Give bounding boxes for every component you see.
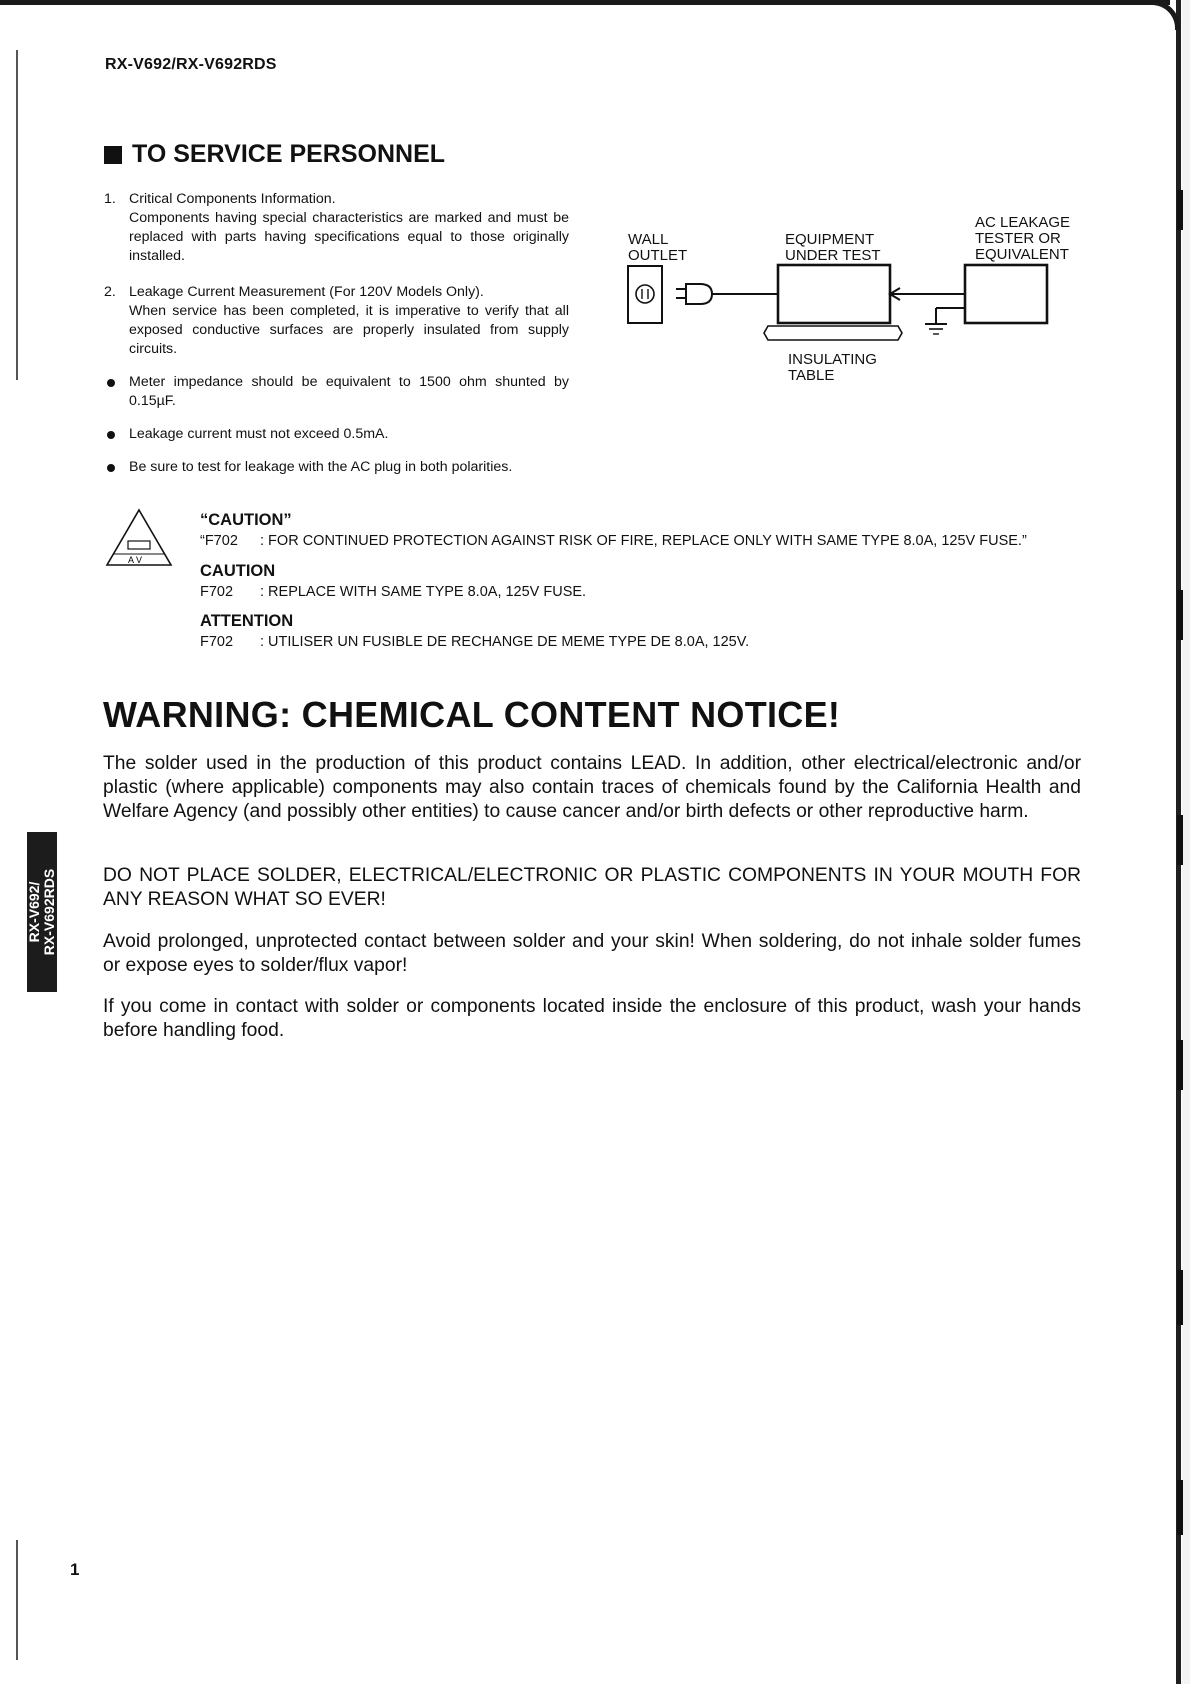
equipment-label: EQUIPMENT UNDER TEST: [785, 231, 881, 264]
section-title-text: TO SERVICE PERSONNEL: [132, 140, 446, 168]
leakage-diagram: [620, 200, 1090, 390]
plug-icon: [686, 284, 712, 304]
bullet-item: [104, 425, 566, 445]
caution-text: : REPLACE WITH SAME TYPE 8.0A, 125V FUSE.: [260, 584, 587, 600]
tester-box: [965, 265, 1047, 323]
item-heading: Critical Components Information.: [129, 191, 336, 207]
bullet-icon: [107, 464, 115, 472]
attention-line: [200, 634, 1100, 650]
caution-quoted-line: [200, 533, 1100, 549]
item-heading: Leakage Current Measurement (For 120V Models Only).: [129, 284, 484, 300]
warning-paragraph-1: The solder used in the production of this product contains LEAD. In addition, other electrical/electronic and/or plastic (where applicable) components may also contain traces of chemicals found by the California Health and Welfare Agency (and possibly other entities) to cause cancer and/or birth defects or other reproductive harm.: [103, 753, 1081, 822]
caution-quoted-heading: “CAUTION”: [200, 511, 292, 529]
side-tab: [27, 832, 57, 992]
warning-paragraph-2: DO NOT PLACE SOLDER, ELECTRICAL/ELECTRONIC OR PLASTIC COMPONENTS IN YOUR MOUTH FOR ANY REASON WHAT SO EVER!: [103, 865, 1081, 910]
fuse-code: F702: [200, 584, 234, 600]
caution-line: [200, 584, 1100, 600]
warning-triangle-icon: [104, 507, 174, 569]
insulating-table-shape: [764, 326, 902, 340]
item-body: Components having special characteristics are marked and must be replaced with parts having specifications equal to those originally installed.: [129, 210, 569, 264]
attention-text: : UTILISER UN FUSIBLE DE RECHANGE DE MEME TYPE DE 8.0A, 125V.: [260, 634, 750, 650]
tester-label: AC LEAKAGE TESTER OR EQUIVALENT: [975, 214, 1071, 263]
side-tab-line-2: RX-V692RDS: [41, 868, 57, 956]
triangle-symbol-text: A V: [128, 555, 143, 565]
warning-paragraph-3: Avoid prolonged, unprotected contact between solder and your skin! When soldering, do not inhale solder fumes or expose eyes to solder/flux vapor!: [103, 931, 1081, 976]
fuse-code: “F702: [200, 533, 238, 549]
bullet-text: Be sure to test for leakage with the AC plug in both polarities.: [129, 459, 513, 475]
side-tab-line-1: RX-V692/: [26, 881, 42, 943]
list-item: [104, 190, 569, 270]
diagram-drawing: [620, 200, 1090, 350]
item-body: When service has been completed, it is imperative to verify that all exposed conductive surfaces are properly insulated from supply circuits.: [129, 303, 569, 357]
bullet-item: [104, 373, 569, 413]
outlet-socket-icon: [636, 285, 654, 303]
bullet-text: Meter impedance should be equivalent to 1500 ohm shunted by 0.15µF.: [129, 374, 569, 409]
left-scan-edge: [16, 50, 18, 380]
right-edge-shadow: [1182, 0, 1190, 1684]
wall-outlet-shape: [628, 266, 662, 323]
list-item: [104, 283, 569, 363]
top-border: [0, 0, 1170, 5]
bullet-item: [104, 458, 566, 498]
bullet-text: Leakage current must not exceed 0.5mA.: [129, 426, 389, 442]
item-number: 2.: [104, 284, 116, 300]
bullet-icon: [107, 431, 115, 439]
warning-paragraph-4: If you come in contact with solder or components located inside the enclosure of this product, wash your hands before handling food.: [103, 996, 1081, 1041]
page-number: 1: [70, 1560, 80, 1579]
caution-heading: CAUTION: [200, 562, 276, 580]
bullet-icon: [107, 379, 115, 387]
model-header: RX-V692/RX-V692RDS: [105, 56, 277, 73]
fuse-code: F702: [200, 634, 234, 650]
left-scan-edge-lower: [16, 1540, 18, 1660]
section-title: [104, 140, 445, 169]
caution-quoted-text: : FOR CONTINUED PROTECTION AGAINST RISK OF FIRE, REPLACE ONLY WITH SAME TYPE 8.0A, 125V FUSE.”: [260, 533, 1027, 549]
square-bullet-icon: [104, 146, 122, 164]
wall-outlet-label: WALL OUTLET: [628, 231, 688, 264]
attention-heading: ATTENTION: [200, 612, 294, 630]
insulating-table-label: INSULATING TABLE: [788, 351, 877, 384]
warning-title: WARNING: CHEMICAL CONTENT NOTICE!: [103, 694, 841, 735]
equipment-box: [778, 265, 890, 323]
item-number: 1.: [104, 191, 116, 207]
